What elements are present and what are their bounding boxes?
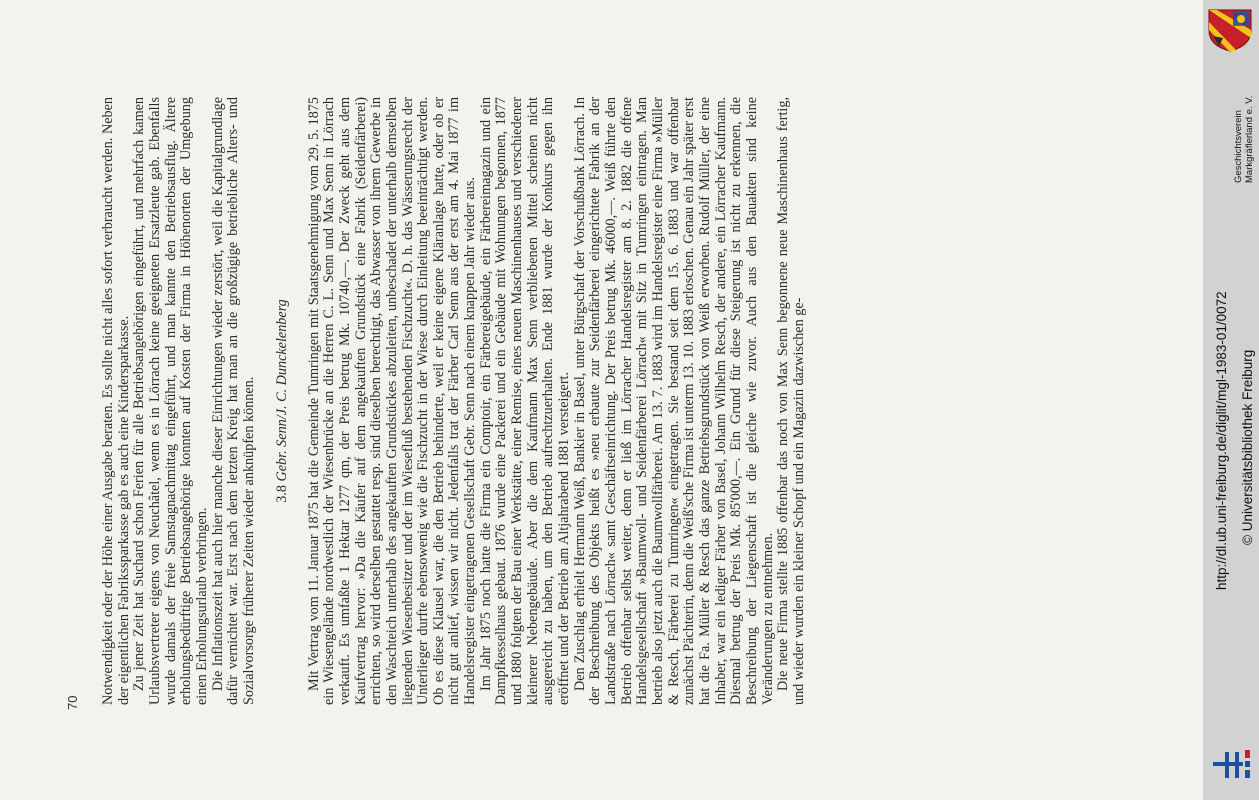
society-line-1: Geschichtsverein — [1233, 110, 1244, 183]
paragraph: Im Jahr 1875 noch hatte die Firma ein Comptoir, ein Färbereigebäude, ein Färbereimagazin und ein Dampfkesselhaus gebaut. 1876 wurde eine Packerei und ein Gebäude mit Wohnungen begonnen, 1877 und 1880 folgten der Bau einer Werkstätte, einer Remise, eines neuen Maschinenhauses und verschiedener kleinerer Nebengebäude. Aber die dem Kaufmann Max Senn verbliebenen Mittel scheinen nicht ausgereicht zu haben, um den Betrieb aufrechtzuerhalten. Ende 1881 wurde der Konkurs gegen ihn eröffnet und der Betrieb am Altjahrabend 1881 versteigert. — [477, 97, 573, 705]
paragraph: Die Inflationszeit hat auch hier manche dieser Einrichtungen wieder zerstört, weil die Kapitalgrundlage dafür vernichtet war. Erst nach dem letzten Kreig hat man an die großzügige betriebliche Alters- und Sozialvorsorge früherer Zeiten wieder anknüpfen können. — [209, 97, 257, 705]
paragraph: Mit Vertrag vom 11. Januar 1875 hat die Gemeinde Tumringen mit Staatsgenehmigung vom 29. 5. 1875 ein Wiesengelände nordwestlich der Wiesenbrücke an die Herren C. L. Senn und Max Senn in Lörrach verkauft. Es umfaßte 1 Hektar 1277 qm, der Preis betrug Mk. 10740,—. Der Zweck geht aus dem Kaufvertrag hervor: »Da die Käufer auf dem angekauften Grundstück eine Fabrik (Seidenfärberei) errichten, so wird derselben gestattet resp. sind dieselben berechtigt, das Abwasser von ihrem Gewerbe in den Waschteich unterhalb des angekauften Grundstückes abzuleiten, unbeschadet der unterhalb demselben liegenden Wiesenbesitzer und der im Wiesefluß bestehenden Fischzucht«. D. h. das Wässerungsrecht der Unterlieger durfte ebensowenig wie die Fischzucht in der Wiese durch Einleitung beeinträchtigt werden. Ob es diese Klausel war, die den Betrieb behinderte, weil er keine eigene Kläranlage hatte, oder ob er nicht gut anlief, wissen wir nicht. Jedenfalls trat der Färber Carl Senn aus der erst am 4. Mai 1877 im Handelsregister eingetragenen Gesellschaft Gebr. Senn nach einem knappen Jahr wieder aus. — [305, 97, 479, 705]
paragraph: Notwendigkeit oder der Höhe einer Ausgabe beraten. Es sollte nicht alles sofort verbraucht werden. Neben der eigentlichen Fabrikssparkasse gab es auch eine Kindersparkasse. — [100, 97, 132, 705]
section-title: Gebr. Senn/J. C. Dunckelenberg — [273, 299, 290, 482]
library-logo-icon — [1211, 748, 1255, 782]
document-url-link[interactable]: http://dl.ub.uni-freiburg.de/diglit/mgl-1983-01/0072 — [1214, 291, 1229, 590]
paragraph: Die neue Firma stellte 1885 offenbar das noch von Max Senn begonnene neue Maschinenhaus fertig, und wieder wurden ein kleiner Schopf und ein Magazin dazwischen ge- — [775, 97, 807, 705]
society-line-2: Markgräflerland e. V. — [1244, 95, 1255, 183]
coat-of-arms-icon — [1207, 8, 1253, 52]
rotated-page-content — [65, 90, 1095, 710]
page-number: 70 — [65, 695, 80, 710]
paragraph: Den Zuschlag erhielt Hermann Weiß, Bankier in Basel, unter Bürgschaft der Vorschußbank Lörrach. In der Beschreibung des Objekts heißt es »neu erbaute zur Seidenfärberei eingerichtete Fabrik an der Landstraße nach Lörrach« samt Geschäftseinrichtung. Der Preis betrug Mk. 46000,—. Weiß führte den Betrieb offenbar selbst weiter, denn er ließ im Lörracher Handelsregister am 8. 2. 1882 die offene Handelsgesellschaft »Baumwoll- und Seidenfärberei Lörrach« mit Sitz in Tumringen eintragen. Man betrieb also jetzt auch die Baumwollfärberei. Am 13. 7. 1883 wird im Handelsregister eine Firma »Müller & Resch, Färberei zu Tumringen« eingetragen. Sie bestand seit dem 15. 6. 1883 und war offenbar zunächst Pächterin, denn die Weiß'sche Firma ist unterm 13. 10. 1883 erloschen. Genau ein Jahr später erst hat die Fa. Müller & Resch das ganze Betriebsgrundstück von Weiß erworben. Rudolf Müller, der eine Inhaber, war ein lediger Färber von Basel, Johann Wilhelm Resch, der andere, ein Lörracher Kaufmann. Diesmal betrug der Preis Mk. 85'000,—. Ein Grund für diese Steigerung ist nicht zu erkennen, die Beschreibung der Liegenschaft ist die gleiche wie zuvor. Auch aus den Bauakten sind keine Veränderungen zu entnehmen. — [571, 97, 776, 705]
society-name — [1233, 96, 1255, 183]
section-heading — [274, 97, 290, 705]
text-column — [101, 97, 808, 705]
paragraph: Zu jener Zeit hat Suchard schon Ferien für alle Betriebsangehörigen eingeführt, und mehrfach kamen Urlaubsvertreter eigens von Neuchâtel, wenn es in Lörrach keine geeigneten Ersatzleute gab. Ebenfalls wurde damals der freie Samstagnachmittag eingeführt, und man kannte den Betriebsausflug. Ältere erholungsbedürftige Betriebsangehörige konnten auf Kosten der Firma in Höhenorten der Umgebung einen Erholungsurlaub verbringen. — [131, 97, 210, 705]
copyright-notice: © Universitätsbibliothek Freiburg — [1240, 349, 1255, 545]
section-number: 3.8 — [273, 481, 290, 503]
